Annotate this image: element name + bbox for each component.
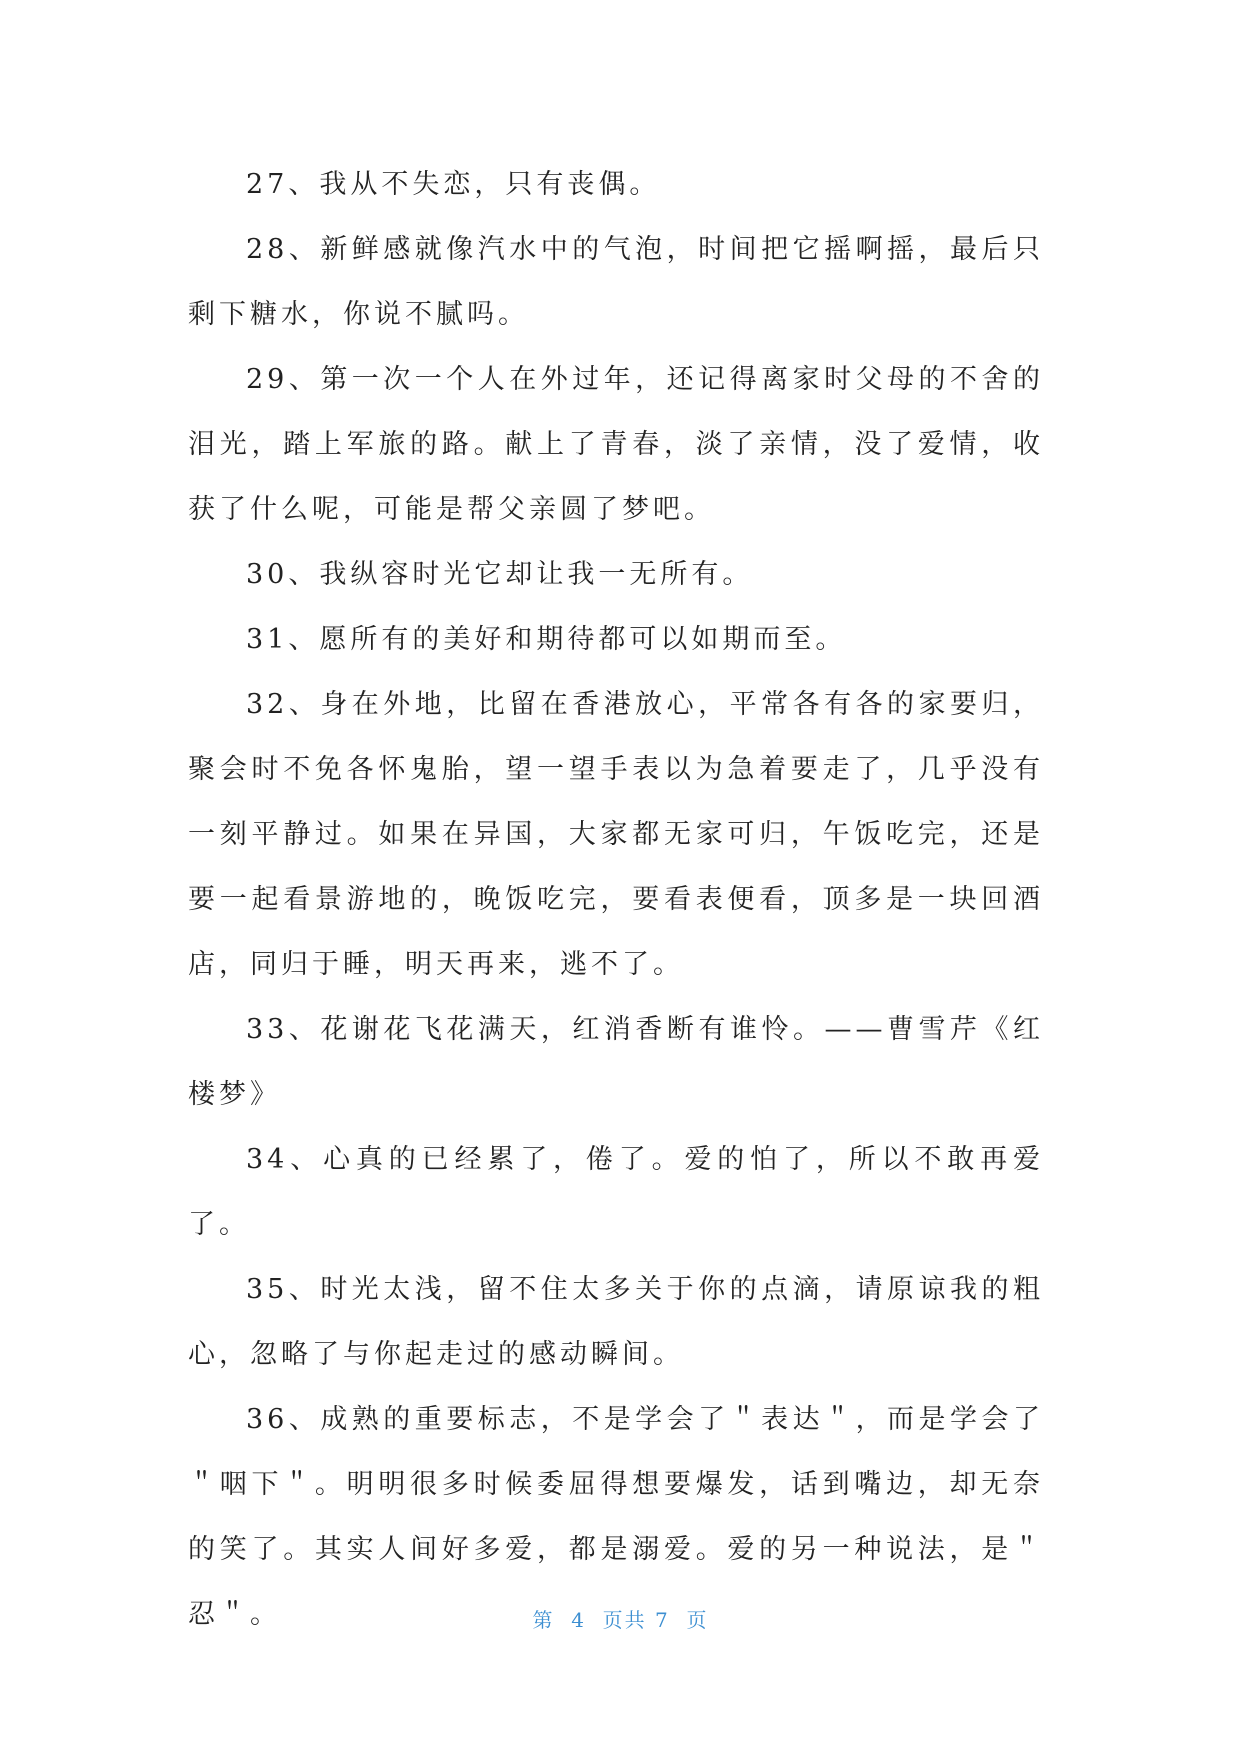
- paragraph-30: 30、我纵容时光它却让我一无所有。: [246, 559, 754, 590]
- paragraph-31: 31、愿所有的美好和期待都可以如期而至。: [246, 624, 847, 655]
- paragraph-34: 34、心真的已经累了，倦了。爱的怕了，所以不敢再爱了。: [188, 1144, 1044, 1240]
- paragraph-28: 28、新鲜感就像汽水中的气泡，时间把它摇啊摇，最后只剩下糖水，你说不腻吗。: [188, 234, 1044, 330]
- paragraph-36: 36、成熟的重要标志，不是学会了＂表达＂，而是学会了＂咽下＂。明明很多时候委屈得想要爆发，话到嘴边，却无奈的笑了。其实人间好多爱，都是溺爱。爱的另一种说法，是＂忍＂。: [188, 1404, 1044, 1630]
- document-body: [188, 152, 1044, 1647]
- paragraph-27: 27、我从不失恋，只有丧偶。: [246, 169, 661, 200]
- paragraph-35: 35、时光太浅，留不住太多关于你的点滴，请原谅我的粗心，忽略了与你起走过的感动瞬间。: [188, 1274, 1044, 1370]
- page-number-footer: 第 4 页共 7 页: [532, 1608, 709, 1632]
- paragraph-33: 33、花谢花飞花满天，红消香断有谁怜。——曹雪芹《红楼梦》: [188, 1014, 1044, 1110]
- paragraph-32: 32、身在外地，比留在香港放心，平常各有各的家要归，聚会时不免各怀鬼胎，望一望手表以为急着要走了，几乎没有一刻平静过。如果在异国，大家都无家可归，午饭吃完，还是要一起看景游地的，晚饭吃完，要看表便看，顶多是一块回酒店，同归于睡，明天再来，逃不了。: [188, 689, 1044, 980]
- paragraph-29: 29、第一次一个人在外过年，还记得离家时父母的不舍的泪光，踏上军旅的路。献上了青春，淡了亲情，没了爱情，收获了什么呢，可能是帮父亲圆了梦吧。: [188, 364, 1044, 525]
